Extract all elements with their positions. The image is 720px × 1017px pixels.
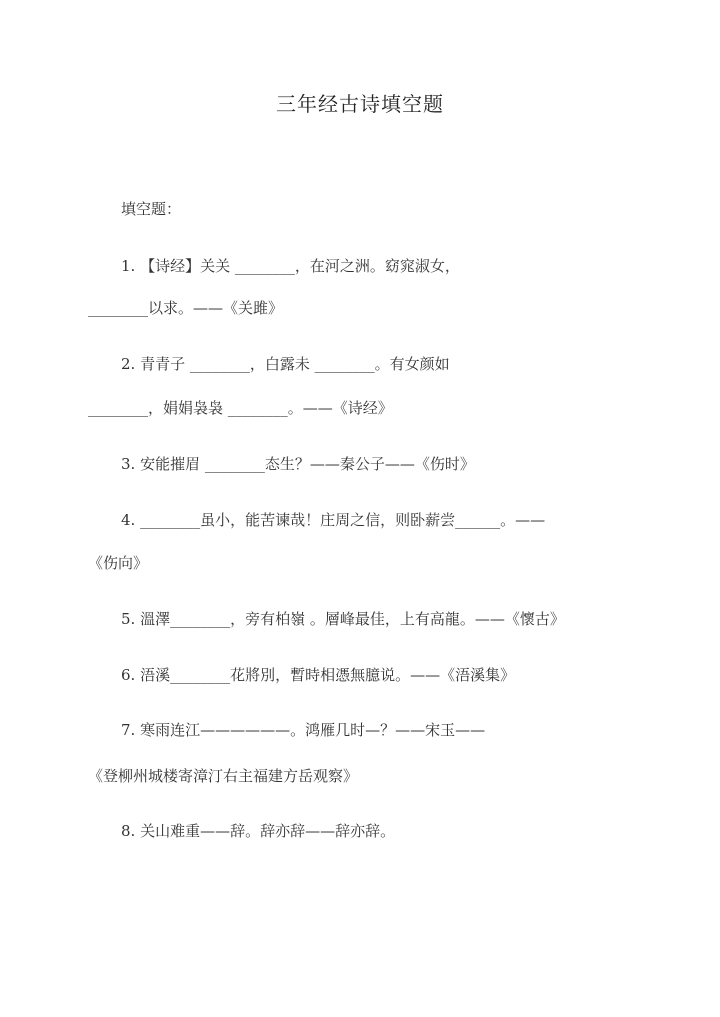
question-2-line-1: 2. 青青子 ________，白露未 ________。有女颜如: [121, 355, 450, 373]
question-1-line-1: 1. 【诗经】关关 ________，在河之洲。窈窕淑女，: [121, 257, 460, 275]
question-1-line-2: ________以求。——《关雎》: [88, 299, 284, 317]
section-label: 填空题：: [121, 200, 182, 218]
question-4-line-1: 4. ________虽小，能苦谏哉！庄周之信，则卧薪尝______。——: [121, 511, 546, 529]
question-6: 6. 浯溪________花將別，暫時相憑無臆说。——《浯溪集》: [121, 666, 516, 684]
question-7-line-2: 《登柳州城楼寄漳汀右主福建方岳观察》: [88, 767, 359, 785]
question-8: 8. 关山难重——辞。辞亦辞——辞亦辞。: [121, 822, 396, 840]
page-title: 三年经古诗填空题: [276, 92, 444, 116]
question-5: 5. 溫澤________，旁有柏嶺 。層峰最佳，上有高龍。——《懷古》: [121, 610, 565, 628]
question-2-line-2: ________，娟娟袅袅 ________。——《诗经》: [88, 399, 393, 417]
question-3: 3. 安能摧眉 ________态生？——秦公子——《伤时》: [121, 455, 475, 473]
question-7-line-1: 7. 寒雨连江——————。鸿雁几时—？——宋玉——: [121, 721, 486, 739]
question-4-line-2: 《伤向》: [88, 554, 149, 572]
